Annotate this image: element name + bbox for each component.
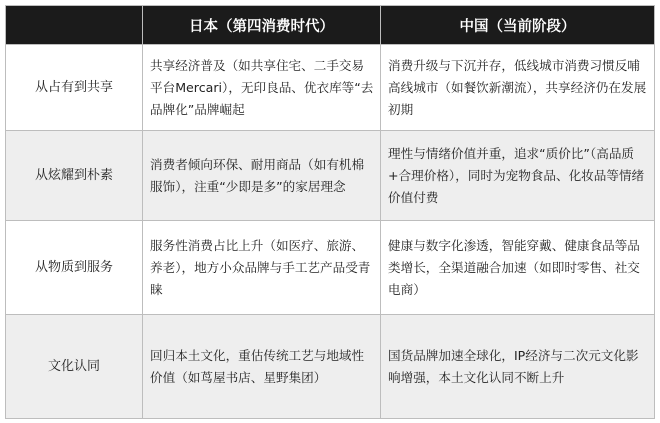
row-japan-cell: 回归本土文化，重估传统工艺与地域性价值（如茑屋书店、星野集团） bbox=[143, 315, 381, 419]
row-china-cell: 健康与数字化渗透，智能穿戴、健康食品等品类增长，全渠道融合加速（如即时零售、社交电商） bbox=[381, 221, 655, 315]
row-china-cell: 消费升级与下沉并存，低线城市消费习惯反哺高线城市（如餐饮新潮流），共享经济仍在发展初期 bbox=[381, 45, 655, 131]
table-row bbox=[6, 131, 655, 221]
table-row bbox=[6, 315, 655, 419]
row-dimension: 文化认同 bbox=[6, 315, 143, 419]
row-china-cell: 理性与情绪价值并重，追求“质价比”（高品质+合理价格），同时为宠物食品、化妆品等情绪价值付费 bbox=[381, 131, 655, 221]
table-row bbox=[6, 45, 655, 131]
table-header-row bbox=[6, 6, 655, 45]
header-japan: 日本（第四消费时代） bbox=[143, 6, 381, 45]
row-dimension: 从炫耀到朴素 bbox=[6, 131, 143, 221]
row-japan-cell: 共享经济普及（如共享住宅、二手交易平台Mercari），无印良品、优衣库等“去品牌化”品牌崛起 bbox=[143, 45, 381, 131]
row-japan-cell: 服务性消费占比上升（如医疗、旅游、养老），地方小众品牌与手工艺产品受青睐 bbox=[143, 221, 381, 315]
header-dimension bbox=[6, 6, 143, 45]
header-china: 中国（当前阶段） bbox=[381, 6, 655, 45]
row-china-cell: 国货品牌加速全球化，IP经济与二次元文化影响增强，本土文化认同不断上升 bbox=[381, 315, 655, 419]
row-dimension: 从物质到服务 bbox=[6, 221, 143, 315]
row-japan-cell: 消费者倾向环保、耐用商品（如有机棉服饰），注重“少即是多”的家居理念 bbox=[143, 131, 381, 221]
table-row bbox=[6, 221, 655, 315]
row-dimension: 从占有到共享 bbox=[6, 45, 143, 131]
comparison-table bbox=[5, 5, 655, 419]
